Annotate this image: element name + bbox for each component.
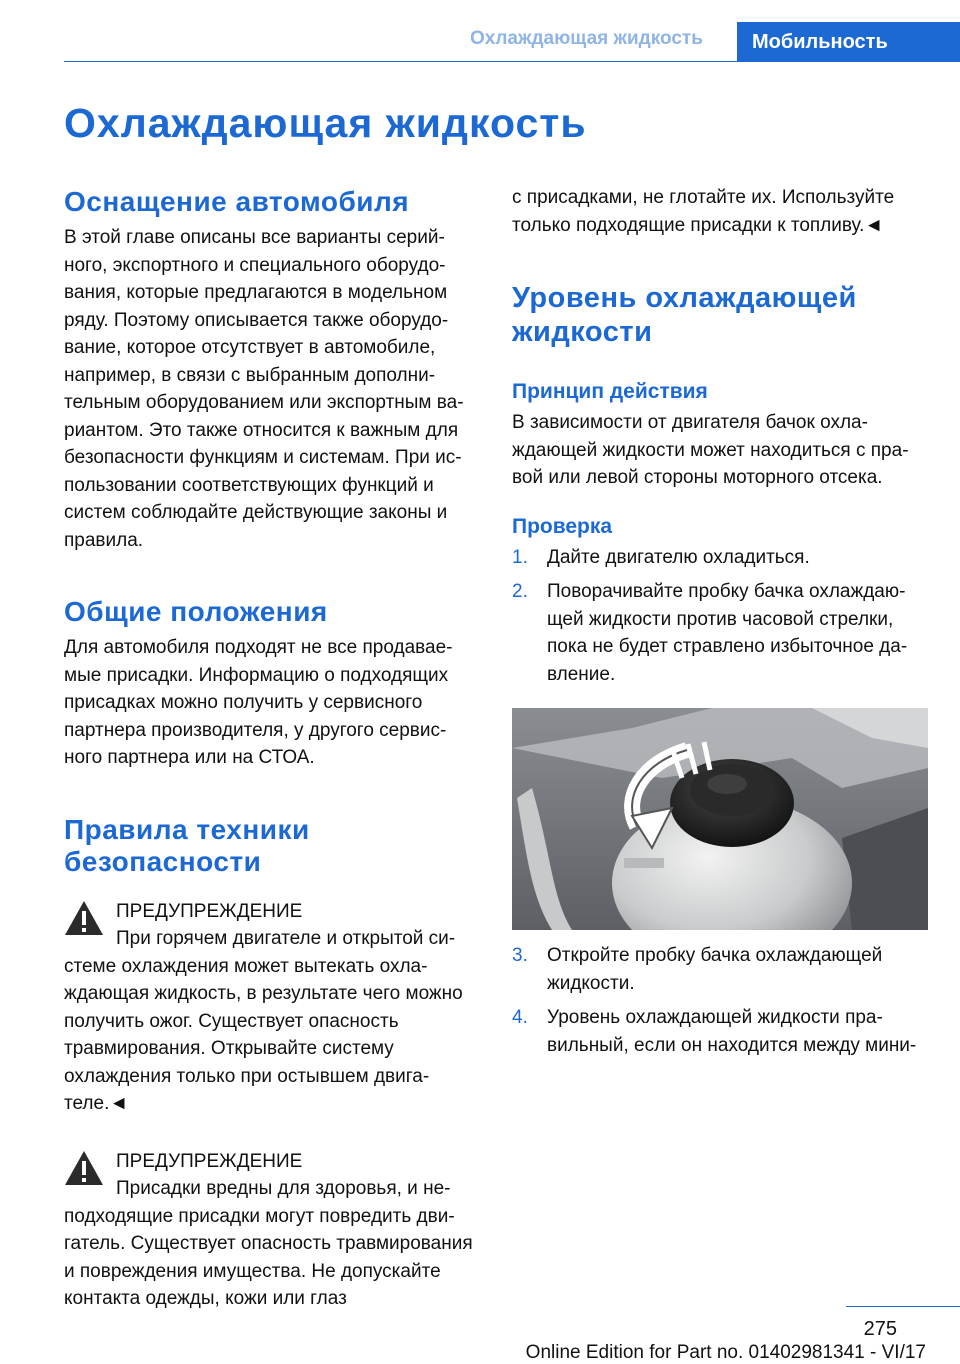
warning-text: При горячем двигателе и открытой системе охлаждения может вытекать охлаждающая жидкость, в результате чего можно получить ожог. Существует опасность травмирования. Открывайте систему охлаждения только при остывшем двигателе.◄ xyxy=(64,928,463,1114)
header-chapter-tab: Мобильность xyxy=(737,22,960,62)
warning-label: ПРЕДУПРЕЖДЕНИЕ xyxy=(116,900,303,922)
warning-block xyxy=(64,1148,476,1176)
right-column xyxy=(512,184,928,1066)
left-column xyxy=(64,186,476,1313)
list-item: 2. Поворачивайте пробку бачка охлаждающей жидкости против часовой стрелки, пока не будет стравлено избыточное давление. xyxy=(512,581,908,685)
level-heading: Уровень охлаждающей жидкости xyxy=(512,282,857,348)
equipment-text: В этой главе описаны все варианты серийного, экспортного и специального оборудования, которые предлагаются в модельном ряду. Поэтому описывается также оборудование, которое отсутствует в автомобиле, например, в связи с выбранным дополнительным оборудованием или экспортным вариантом. Это также относится к важным для безопасности функциям и системам. При использовании соответствующих функций и систем соблюдайте действующие законы и правила. xyxy=(64,227,464,551)
equipment-heading: Оснащение автомобиля xyxy=(64,186,410,217)
list-item: 3. Откройте пробку бачка охлаждающей жидкости. xyxy=(512,945,883,994)
principle-text: В зависимости от двигателя бачок охлаждающей жидкости может находиться с правой или левой стороны моторного отсека. xyxy=(512,412,909,488)
footer-rule xyxy=(846,1306,960,1307)
edition-note: Online Edition for Part no. 01402981341 - VI/17 xyxy=(525,1342,926,1363)
safety-heading: Правила техники безопасности xyxy=(64,813,310,877)
coolant-cap-photo xyxy=(512,708,928,930)
continuation-text: с присадками, не глотайте их. Используйте только подходящие присадки к топливу.◄ xyxy=(512,187,895,236)
list-item: 4. Уровень охлаждающей жидкости правильный, если он находится между мини- xyxy=(512,1007,917,1056)
page-title: Охлаждающая жидкость xyxy=(64,100,587,146)
principle-heading: Принцип действия xyxy=(512,380,708,403)
general-heading: Общие положения xyxy=(64,596,328,627)
general-text: Для автомобиля подходят не все продаваемые присадки. Информацию о подходящих присадках можно получить у сервисного партнера производителя, у другого сервисного партнера или на СТОА. xyxy=(64,637,453,768)
list-item: 1. Дайте двигателю охладиться. xyxy=(512,546,810,568)
warning-label: ПРЕДУПРЕЖДЕНИЕ xyxy=(116,1150,303,1172)
page-number: 275 xyxy=(863,1318,897,1340)
header-section-title: Охлаждающая жидкость xyxy=(470,28,703,49)
page-header xyxy=(0,0,960,62)
check-steps xyxy=(512,544,928,689)
check-heading: Проверка xyxy=(512,514,613,538)
header-rule xyxy=(64,61,960,62)
warning-text: Присадки вредны для здоровья, и неподходящие присадки могут повредить двигатель. Существует опасность травмирования и повреждения имущества. Не допускайте контакта одежды, кожи или глаз xyxy=(64,1178,473,1309)
warning-block xyxy=(64,898,476,926)
check-steps-continued xyxy=(512,942,928,1059)
warning-icon xyxy=(64,1150,104,1186)
warning-icon xyxy=(64,900,104,936)
